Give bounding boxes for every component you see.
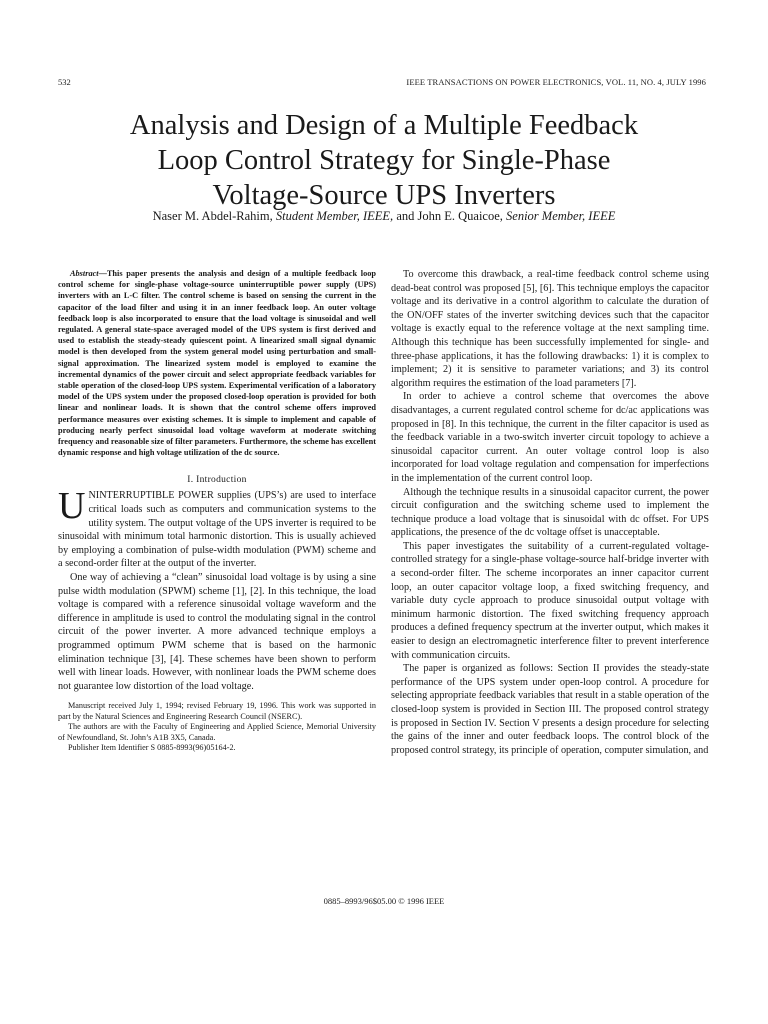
author-line <box>60 209 708 224</box>
drop-cap: U <box>58 485 86 528</box>
body-paragraph: The paper is organized as follows: Section II provides the steady-state performance of the UPS system under open-loop control. A procedure for selecting appropriate feedback variables that result in a stable operation of the closed-loop system is provided in Section III. The proposed control strategy is proposed in Section IV. Section V presents a design procedure for selecting the gains of the inner and outer feedback loops. The control block of the proposed control strategy, its principle of operation, computer simulation, and <box>391 663 709 756</box>
journal-header: IEEE TRANSACTIONS ON POWER ELECTRONICS, VOL. 11, NO. 4, JULY 1996 <box>406 77 706 87</box>
title-line: Analysis and Design of a Multiple Feedback <box>129 110 639 141</box>
page-number: 532 <box>58 77 71 87</box>
body-paragraph: Although the technique results in a sinusoidal capacitor current, the power circuit configuration and the switching scheme used to implement the technique produce a load voltage that is sinusoidal with dc offset. For UPS applications, the presence of the dc voltage offset is unacceptable. <box>391 486 709 539</box>
title-line: Loop Control Strategy for Single-Phase <box>157 145 611 176</box>
right-column <box>391 268 709 757</box>
abstract-text: This paper presents the analysis and design of a multiple feedback loop control scheme for single-phase voltage-source uninterruptible power supply (UPS) inverters with an L-C filter. The control scheme is based on sensing the current in the capacitor of the load filter and using it in an inner feedback loop. An outer voltage feedback loop is also incorporated to ensure that the load voltage is sinusoidal and well regulated. A general state-space averaged model of the UPS system is first derived and used to establish the steady-steady quiescent point. A linearized small signal dynamic model is then developed from the system general model using perturbation and small-signal approximation. The linearized system model is employed to examine the incremental dynamics of the power circuit and select appropriate feedback variables for stable operation of the closed-loop UPS system. Experimental verification of a laboratory model of the UPS system under the proposed closed-loop operation is provided for both linear and nonlinear loads. It is shown that the control scheme offers improved performance measures over existing schemes. It is simple to implement and capable of producing nearly perfect sinusoidal load voltage waveform at moderate switching frequency and reasonable size of filter parameters. Furthermore, the scheme has excellent dynamic response and high voltage utilization of the dc source. <box>58 269 376 458</box>
body-paragraph: In order to achieve a control scheme that overcomes the above disadvantages, a current regulated control scheme for dc/ac applications was proposed in [8]. In this technique, the current in the filter capacitor is used as the feedback variable in a two-switch inverter circuit topology to achieve a sinusoidal capacitor current. An outer voltage control loop is also incorporated for load voltage regulation and compensation for imperfections in the implementation of the current control loop. <box>391 391 709 484</box>
paper-title <box>60 108 708 213</box>
footnote: Manuscript received July 1, 1994; revised February 19, 1996. This work was supported in part by the Natural Sciences and Engineering Research Council (NSERC). <box>58 701 376 721</box>
abstract-label: Abstract— <box>70 269 107 278</box>
copyright-footer: 0885–8993/96$05.00 © 1996 IEEE <box>323 896 445 906</box>
title-line: Voltage-Source UPS Inverters <box>212 180 556 211</box>
author-affiliation: Senior Member, IEEE <box>506 209 616 223</box>
footnote: Publisher Item Identifier S 0885-8993(96)05164-2. <box>68 742 236 752</box>
left-column <box>58 268 376 753</box>
intro-paragraph: One way of achieving a “clean” sinusoidal load voltage is by using a sine pulse width modulation (SPWM) scheme [1], [2]. In this technique, the load voltage is compared with a reference sinusoidal voltage waveform and the difference in amplitude is used to control the modulating signal in the control circuit of the power inverter. A more advanced technique employs a programmed optimum PWM scheme that is based on the harmonic elimination technique [3], [4]. These schemes have been shown to perform well with linear loads. However, with nonlinear loads the PWM scheme does not guarantee low distortion of the load voltage. <box>58 572 376 692</box>
body-paragraph: This paper investigates the suitability of a current-regulated voltage-controlled strategy for a single-phase voltage-source half-bridge inverter with a second-order filter. The scheme incorporates an inner capacitor current loop, an outer capacitor voltage loop, a fixed switching frequency, and variable duty cycle approach to produce sinusoidal output voltage with minimum harmonic distortion. The fixed switching frequency approach produces a defined frequency spectrum at the inverter output, which makes it easier to design an electromagnetic interference filter to prevent interference with communication circuits. <box>391 540 709 661</box>
abstract <box>58 268 376 458</box>
author-affiliation: Student Member, IEEE, <box>275 209 394 223</box>
footnote: The authors are with the Faculty of Engineering and Applied Science, Memorial University of Newfoundland, St. John’s A1B 3X5, Canada. <box>58 722 376 742</box>
author-name: John E. Quaicoe, <box>417 209 503 223</box>
intro-lead-text: NINTERRUPTIBLE POWER <box>88 490 214 502</box>
intro-paragraph <box>58 485 376 571</box>
footnotes <box>58 701 376 753</box>
author-name: Naser M. Abdel-Rahim, <box>152 209 273 223</box>
author-conjunction: and <box>396 209 415 223</box>
section-heading: I. Introduction <box>187 475 247 486</box>
intro-text: supplies (UPS’s) are used to interface critical loads such as computers and communication systems to the utility system. The output voltage of the UPS inverter is required to be sinusoidal with minimum total harmonic distortion. This is usually achieved by employing a combination of pulse-width modulation (PWM) scheme and a second-order filter at the output of the inverter. <box>58 490 376 570</box>
body-paragraph: To overcome this drawback, a real-time feedback control scheme using dead-beat control was proposed [5], [6]. This technique employs the capacitor voltage and its derivative in a control algorithm to calculate the duration of the ON/OFF states of the inverter switching devices such that the capacitor voltage is exactly equal to the reference voltage at the next sampling time. Although this technique has been successfully implemented for single- and three-phase applications, it has the following drawbacks: 1) it is complex to implement; 2) it is sensitive to parameter variations; and 3) its control algorithm requires the estimation of the load parameters [7]. <box>391 269 709 389</box>
